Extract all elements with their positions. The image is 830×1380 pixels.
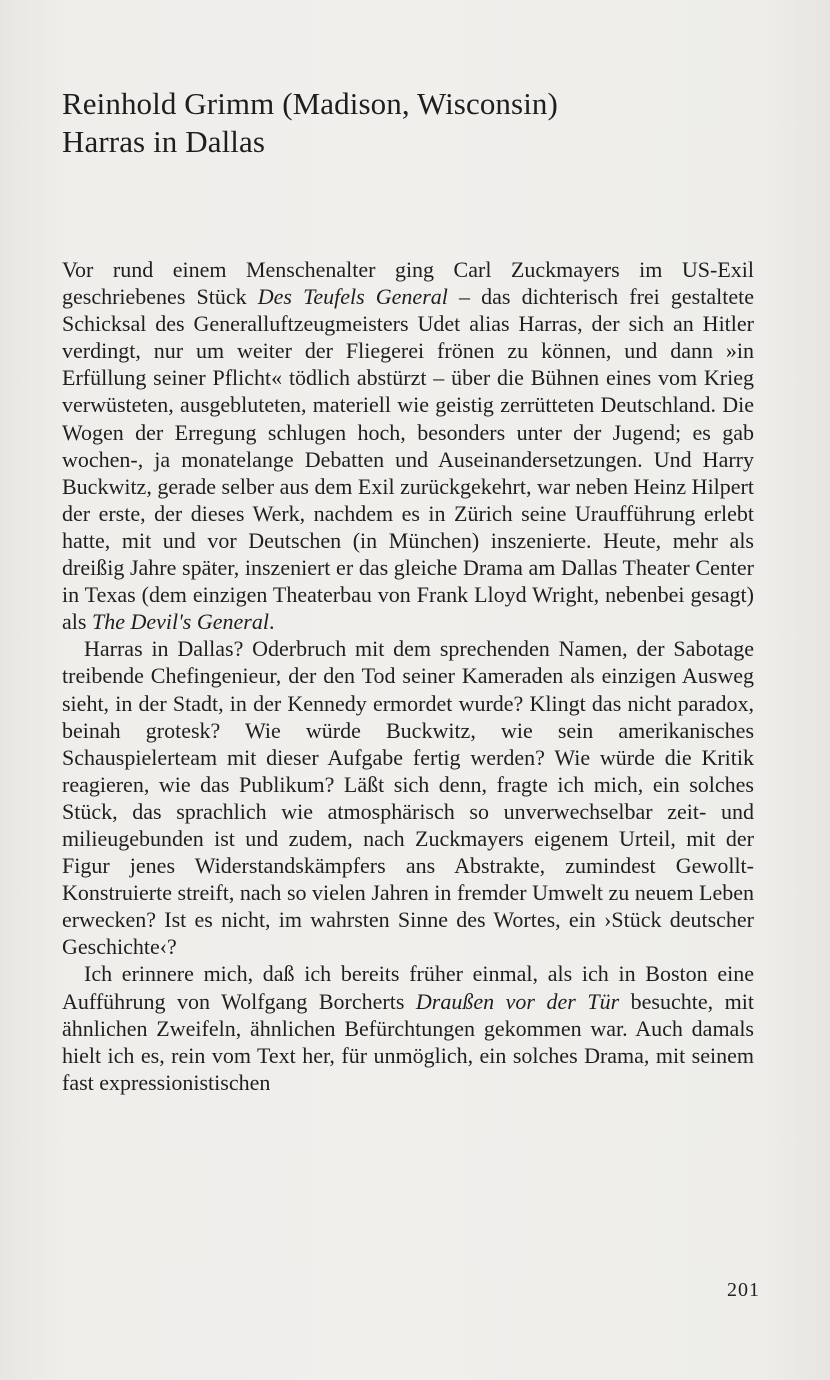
play-title-italic: Des Teufels General — [257, 284, 448, 310]
body-text — [62, 256, 754, 1096]
paragraph-2: Harras in Dallas? Oderbruch mit dem sprechenden Namen, der Sabotage treibende Chefingenieur, der den Tod seiner Kameraden als einzigen Ausweg sieht, in der Stadt, in der Kennedy ermordet wurde? Klingt das nicht paradox, beinah grotesk? Wie würde Buckwitz, wie sein amerikanisches Schauspielerteam mit dieser Aufgabe fertig werden? Wie würde die Kritik reagieren, wie das Publikum? Läßt sich denn, fragte ich mich, ein solches Stück, das sprachlich wie atmosphärisch so unverwechselbar zeit- und milieugebunden ist und zudem, nach Zuckmayers eigenem Urteil, mit der Figur jenes Widerstandskämpfers ans Abstrakte, zumindest Gewollt-Konstruierte streift, nach so vielen Jahren in fremder Umwelt zu neuem Leben erwecken? Ist es nicht, im wahrsten Sinne des Wortes, ein ›Stück deutscher Geschichte‹? — [62, 636, 754, 960]
play-title-italic: Draußen vor der Tür — [415, 988, 620, 1014]
paragraph-1 — [62, 256, 754, 635]
page-number: 201 — [727, 1279, 760, 1301]
essay-header — [62, 85, 762, 161]
text-run: – das dichterisch frei gestaltete Schicksal des Generalluftzeugmeisters Udet alias Harras, der sich an Hitler verdingt, nur um weiter der Fliegerei frönen zu können, und dann »in Erfüllung seiner Pflicht« tödlich abstürzt – über die Bühnen eines vom Krieg verwüsteten, ausgebluteten, materiell wie geistig zerrütteten Deutschland. Die Wogen der Erregung schlugen hoch, besonders unter der Jugend; es gab wochen-, ja monatelange Debatten und Auseinandersetzungen. Und Harry Buckwitz, gerade selber aus dem Exil zurückgekehrt, war neben Heinz Hilpert der erste, der dieses Werk, nachdem es in Zürich seine Uraufführung erlebt hatte, mit und vor Deutschen (in München) inszenierte. Heute, mehr als dreißig Jahre später, inszeniert er das gleiche Drama am Dallas Theater Center in Texas (dem einzigen Theaterbau von Frank Lloyd Wright, nebenbei gesagt) als — [62, 284, 754, 635]
author-affiliation: Reinhold Grimm (Madison, Wisconsin) — [62, 86, 558, 121]
text-run: Vor rund einem Menschenalter ging Carl Zuckmayers im US-Exil geschriebenes Stück — [62, 257, 754, 310]
text-run: Ich erinnere mich, daß ich bereits früher einmal, als ich in Boston eine Aufführung von Wolfgang Borcherts — [62, 961, 754, 1014]
paragraph-3 — [62, 960, 754, 1095]
text-run: . — [268, 609, 275, 635]
essay-title: Harras in Dallas — [62, 124, 266, 159]
text-run: besuchte, mit ähnlichen Zweifeln, ähnlichen Befürchtungen gekommen war. Auch damals hielt ich es, rein vom Text her, für unmöglich, ein solches Drama, mit seinem fast expressionistischen — [62, 988, 754, 1095]
play-title-italic: The Devil's General — [91, 609, 269, 635]
